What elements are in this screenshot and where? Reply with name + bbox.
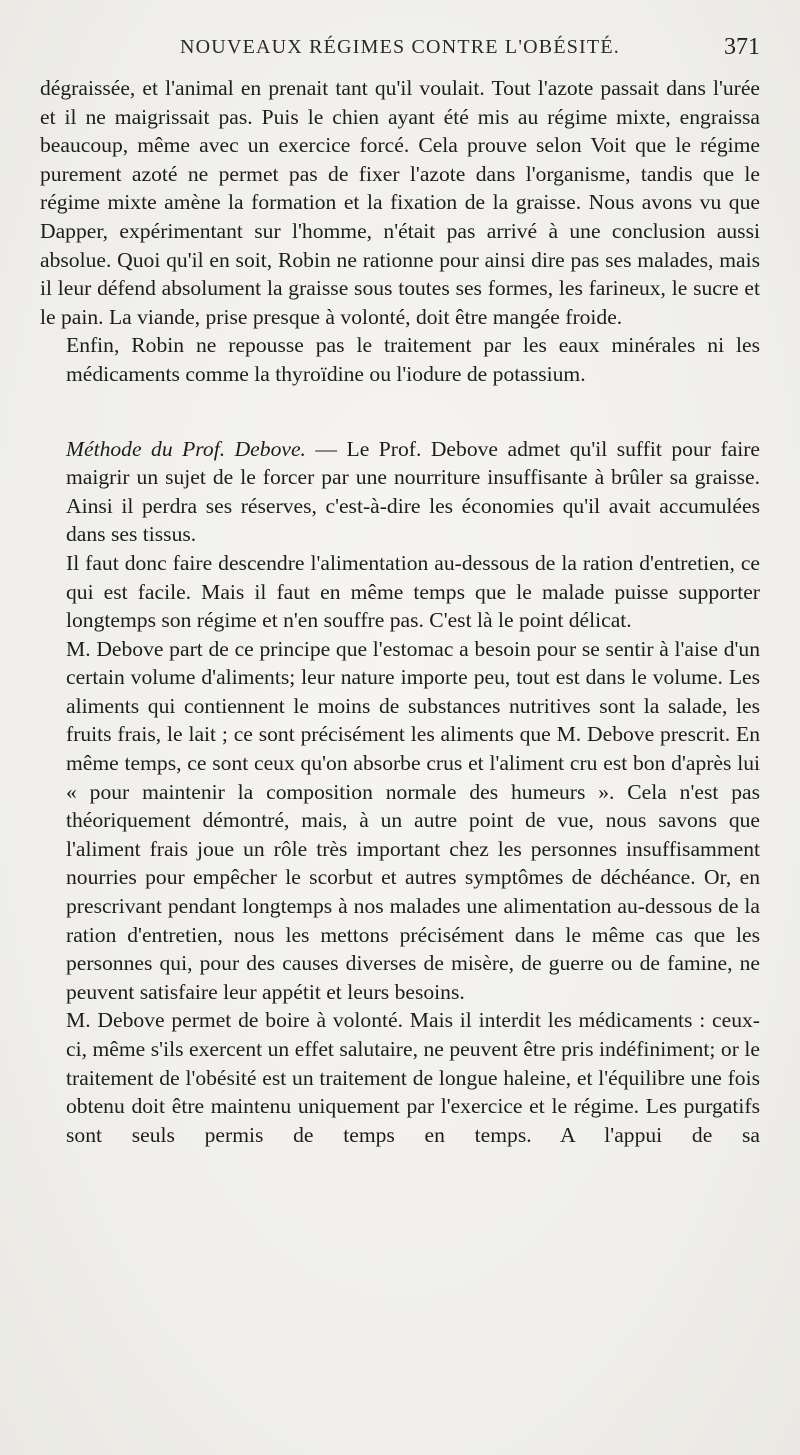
paragraph-text: M. Debove permet de boire à volonté. Mais il interdit les médicaments : ceux-ci, même s'ils exercent un effet salutaire, ne peuvent être pris indéfiniment; or le traitement de l'obésité est un traitement de longue haleine, et l'équilibre une fois obtenu doit être maintenu uniquement par l'exercice et le régime. Les purgatifs sont seuls permis de temps en temps. A l'appui de sa — [66, 1008, 760, 1147]
paragraph — [40, 549, 760, 635]
paragraph — [40, 1006, 760, 1149]
paragraph-text: dégraissée, et l'animal en prenait tant qu'il voulait. Tout l'azote passait dans l'urée et il ne maigrissait pas. Puis le chien ayant été mis au régime mixte, engraissa beaucoup, même avec un exercice forcé. Cela prouve selon Voit que le régime purement azoté ne permet pas de fixer l'azote dans l'organisme, tandis que le régime mixte amène la formation et la fixation de la graisse. Nous avons vu que Dapper, expérimentant sur l'homme, n'était pas arrivé à une conclusion aussi absolue. Quoi qu'il en soit, Robin ne rationne pour ainsi dire pas ses malades, mais il leur défend absolument la graisse sous toutes ses formes, les farineux, le sucre et le pain. La viande, prise presque à volonté, doit être mangée froide. — [40, 76, 760, 329]
page-number: 371 — [724, 34, 760, 60]
paragraph — [40, 74, 760, 331]
section-paragraph — [40, 435, 760, 549]
page-header — [40, 30, 760, 64]
paragraph-text: Enfin, Robin ne repousse pas le traitement par les eaux minérales ni les médicaments comme la thyroïdine ou l'iodure de potassium. — [66, 333, 760, 386]
running-title: NOUVEAUX RÉGIMES CONTRE L'OBÉSITÉ. — [180, 36, 620, 58]
paragraph — [40, 331, 760, 388]
paragraph-text: Il faut donc faire descendre l'alimentation au-dessous de la ration d'entretien, ce qui est facile. Mais il faut en même temps que le malade puisse supporter longtemps son régime et n'en souffre pas. C'est là le point délicat. — [66, 550, 760, 633]
section-gap — [40, 389, 760, 435]
section-heading: Méthode du Prof. Debove. — [66, 436, 306, 461]
paragraph-text: M. Debove part de ce principe que l'estomac a besoin pour se sentir à l'aise d'un certain volume d'aliments; leur nature importe peu, tout est dans le volume. Les aliments qui contiennent le moins de substances nutritives sont la salade, les fruits frais, le lait ; ce sont précisément les aliments que M. Debove prescrit. En même temps, ce sont ceux qu'on absorbe crus et l'aliment cru est bon d'après lui « pour maintenir la composition normale des humeurs ». Cela n'est pas théoriquement démontré, mais, à un autre point de vue, nous savons que l'aliment frais joue un rôle très important chez les personnes insuffisamment nourries pour empêcher le scorbut et autres symptômes de déchéance. Or, en prescrivant pendant longtemps à nos malades une alimentation au-dessous de la ration d'entretien, nous les mettons précisément dans le même cas que les personnes qui, pour des causes diverses de misère, de guerre ou de famine, ne peuvent satisfaire leur appétit et leurs besoins. — [66, 636, 760, 1004]
paragraph-text: — Le Prof. Debove admet qu'il suffit pour faire maigrir un sujet de le forcer par une nourriture insuffisante à brûler sa graisse. Ainsi il perdra ses réserves, c'est-à-dire les économies qu'il avait accumulées dans ses tissus. — [66, 436, 760, 547]
paragraph — [40, 635, 760, 1007]
body-text — [40, 74, 760, 1149]
